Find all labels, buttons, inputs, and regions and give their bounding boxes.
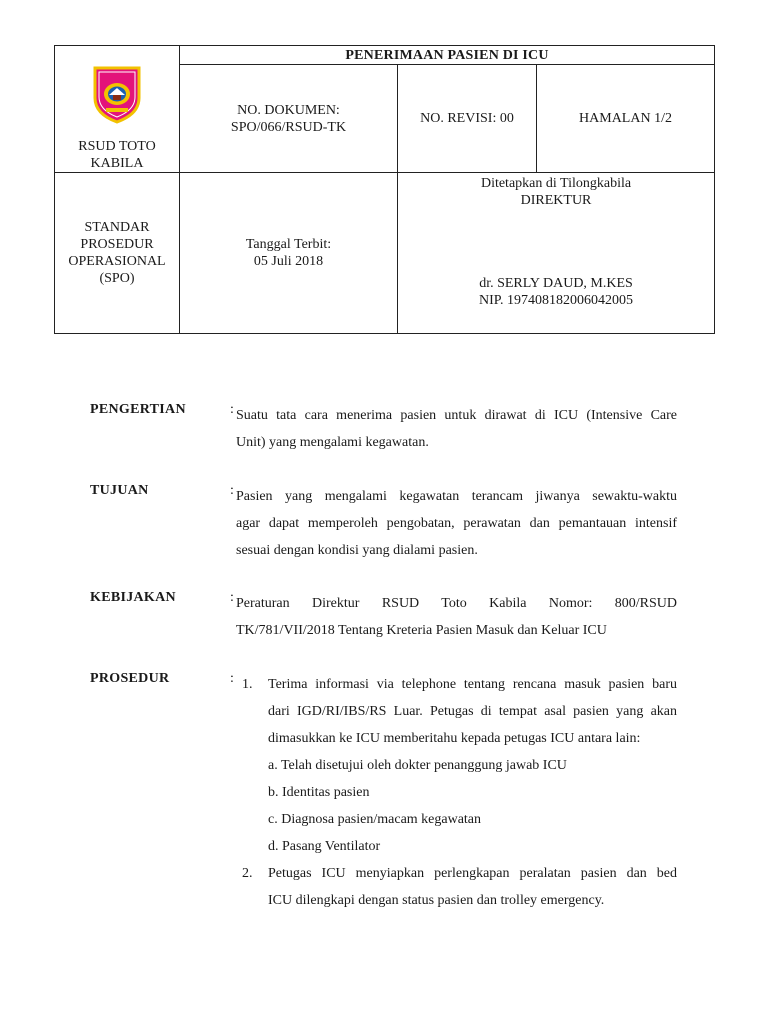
regional-emblem-icon <box>89 64 145 124</box>
document-number-cell <box>180 65 398 173</box>
procedure-step-2 <box>236 860 677 914</box>
colon: : <box>230 671 234 686</box>
page-number: HAMALAN 1/2 <box>537 65 715 173</box>
hospital-name-line1: RSUD TOTO <box>78 139 156 154</box>
hospital-name-line2: KABILA <box>90 156 144 171</box>
sub-item-a: a. Telah disetujui oleh dokter penanggung jawab ICU <box>268 758 567 773</box>
approval-role: DIREKTUR <box>520 193 592 208</box>
content-line: Pasien yang mengalami kegawatan terancam jiwanya sewaktu-waktu <box>236 489 677 504</box>
spo-line3: OPERASIONAL <box>68 254 166 269</box>
content-line: dimasukkan ke ICU memberitahu kepada petugas ICU antara lain: <box>268 731 641 746</box>
section-content <box>236 402 677 456</box>
document-number-label: NO. DOKUMEN: <box>237 102 340 118</box>
issue-date-value: 05 Juli 2018 <box>253 254 324 269</box>
section-label: PENGERTIAN <box>90 402 186 417</box>
procedure-step-1 <box>236 671 677 860</box>
content-line: Terima informasi via telephone tentang rencana masuk pasien baru <box>268 677 677 692</box>
director-name: dr. SERLY DAUD, M.KES <box>479 276 633 291</box>
content-line: sesuai dengan kondisi yang dialami pasien. <box>236 543 478 558</box>
step-number: 1. <box>242 677 253 692</box>
issue-date-label: Tanggal Terbit: <box>245 237 332 252</box>
hospital-logo-cell <box>55 46 180 173</box>
document-number-value: SPO/066/RSUD-TK <box>230 119 347 135</box>
section-label: TUJUAN <box>90 483 149 498</box>
colon: : <box>230 590 234 605</box>
step-number: 2. <box>242 866 253 881</box>
sub-item-d: d. Pasang Ventilator <box>268 839 381 854</box>
spo-label-cell <box>55 173 180 334</box>
document-title: PENERIMAAN PASIEN DI ICU <box>180 46 715 65</box>
content-line: Unit) yang mengalami kegawatan. <box>236 435 429 450</box>
content-line: Suatu tata cara menerima pasien untuk dirawat di ICU (Intensive Care <box>236 408 677 423</box>
content-line: Petugas ICU menyiapkan perlengkapan peralatan pasien dan bed <box>268 866 677 881</box>
content-line: ICU dilengkapi dengan status pasien dan trolley emergency. <box>268 893 605 908</box>
approval-place: Ditetapkan di Tilongkabila <box>480 176 632 191</box>
section-label: PROSEDUR <box>90 671 170 686</box>
content-line: TK/781/VII/2018 Tentang Kreteria Pasien Masuk dan Keluar ICU <box>236 623 607 638</box>
sub-item-b: b. Identitas pasien <box>268 785 370 800</box>
section-content <box>236 590 677 644</box>
sub-item-c: c. Diagnosa pasien/macam kegawatan <box>268 812 482 827</box>
approval-cell <box>398 173 715 334</box>
director-nip: NIP. 197408182006042005 <box>479 293 634 308</box>
spo-line2: PROSEDUR <box>80 237 154 252</box>
content-line: Peraturan Direktur RSUD Toto Kabila Nomor: 800/RSUD <box>236 596 677 611</box>
revision-number: NO. REVISI: 00 <box>398 65 537 173</box>
content-line: dari IGD/RI/IBS/RS Luar. Petugas di tempat asal pasien yang akan <box>268 704 677 719</box>
spo-line4: (SPO) <box>99 271 135 286</box>
issue-date-cell <box>180 173 398 334</box>
section-content <box>236 671 677 914</box>
document-header-table <box>54 45 715 334</box>
colon: : <box>230 402 234 417</box>
signature-space <box>402 209 710 275</box>
colon: : <box>230 483 234 498</box>
spo-line1: STANDAR <box>84 220 150 235</box>
content-line: agar dapat memperoleh pengobatan, perawatan dan pemantauan intensif <box>236 516 677 531</box>
section-label: KEBIJAKAN <box>90 590 176 605</box>
section-content <box>236 483 677 564</box>
